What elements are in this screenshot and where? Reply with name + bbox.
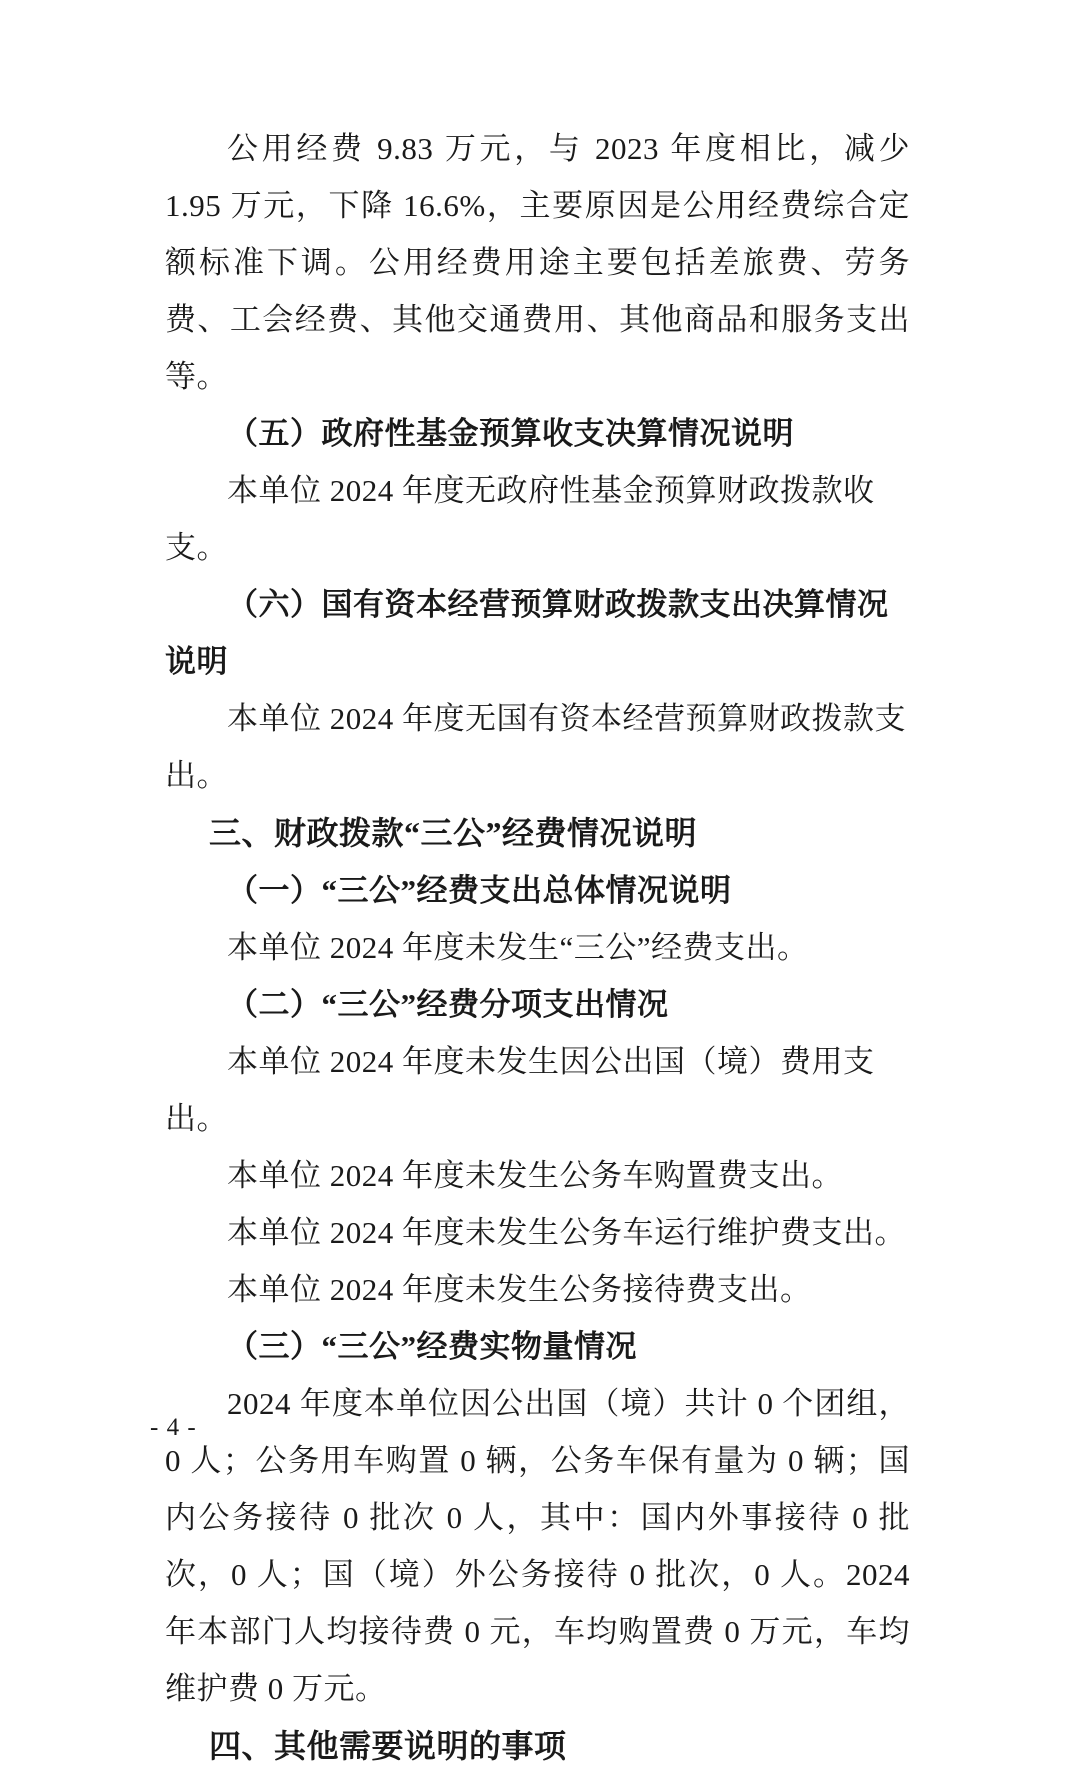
heading-section-four: 四、其他需要说明的事项 — [209, 1728, 567, 1764]
paragraph-government-fund: 本单位 2024 年度无政府性基金预算财政拨款收支。 — [165, 473, 875, 565]
paragraph-official-reception: 本单位 2024 年度未发生公务接待费支出。 — [227, 1272, 812, 1307]
heading-subsection-one: （一）“三公”经费支出总体情况说明 — [227, 873, 732, 908]
heading-subsection-two: （二）“三公”经费分项支出情况 — [227, 987, 669, 1022]
paragraph-vehicle-maintenance: 本单位 2024 年度未发生公务车运行维护费支出。 — [227, 1215, 906, 1250]
document-body — [165, 120, 910, 1775]
paragraph-vehicle-purchase: 本单位 2024 年度未发生公务车购置费支出。 — [227, 1158, 843, 1193]
paragraph-three-public-total: 本单位 2024 年度未发生“三公”经费支出。 — [227, 930, 809, 965]
paragraph-overseas-travel: 本单位 2024 年度未发生因公出国（境）费用支出。 — [165, 1044, 875, 1136]
paragraph-physical-quantity: 2024 年度本单位因公出国（境）共计 0 个团组，0 人；公务用车购置 0 辆，公务车保有量为 0 辆；国内公务接待 0 批次 0 人，其中：国内外事接待 0 批次，0 人；国（境）外公务接待 0 批次，0 人。2024 年本部门人均接待费 0 元，车均购置费 0 万元，车均维护费 0 万元。 — [165, 1386, 910, 1706]
heading-section-three: 三、财政拨款“三公”经费情况说明 — [209, 815, 698, 851]
heading-section-five: （五）政府性基金预算收支决算情况说明 — [227, 416, 794, 451]
paragraph-state-capital: 本单位 2024 年度无国有资本经营预算财政拨款支出。 — [165, 701, 906, 793]
page-number: - 4 - — [150, 1414, 197, 1441]
paragraph-public-funds: 公用经费 9.83 万元，与 2023 年度相比，减少 1.95 万元，下降 16.6%，主要原因是公用经费综合定额标准下调。公用经费用途主要包括差旅费、劳务费、工会经费、其他交通费用、其他商品和服务支出等。 — [165, 131, 910, 394]
heading-section-six: （六）国有资本经营预算财政拨款支出决算情况说明 — [165, 587, 889, 679]
heading-subsection-three: （三）“三公”经费实物量情况 — [227, 1329, 637, 1364]
